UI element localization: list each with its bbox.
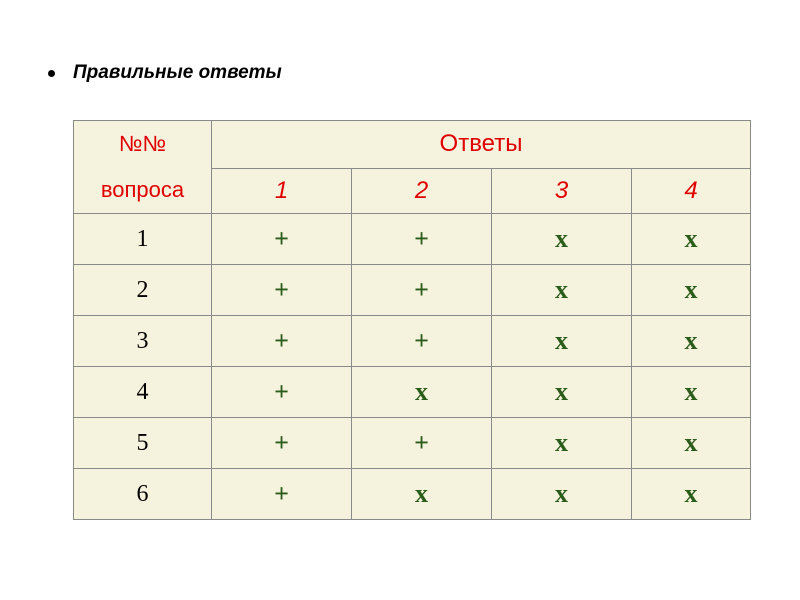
table-row: [74, 265, 751, 316]
question-number: 6: [74, 469, 212, 520]
table-row: [74, 367, 751, 418]
answer-mark: +: [352, 214, 492, 265]
question-number: 2: [74, 265, 212, 316]
answer-mark: x: [492, 469, 632, 520]
heading-line: [48, 62, 282, 84]
answer-mark: x: [632, 469, 751, 520]
question-number: 1: [74, 214, 212, 265]
question-number: 4: [74, 367, 212, 418]
answer-mark: x: [632, 265, 751, 316]
answer-mark: x: [632, 418, 751, 469]
answer-mark: +: [212, 469, 352, 520]
answer-mark: x: [632, 316, 751, 367]
answer-mark: +: [212, 214, 352, 265]
answer-mark: +: [212, 265, 352, 316]
question-number: 3: [74, 316, 212, 367]
answer-mark: x: [492, 214, 632, 265]
answer-mark: +: [352, 418, 492, 469]
answer-mark: +: [352, 265, 492, 316]
answer-mark: x: [492, 418, 632, 469]
bullet-icon: [48, 70, 55, 77]
table-row: [74, 469, 751, 520]
option-header-4: 4: [632, 168, 751, 214]
answer-mark: +: [212, 367, 352, 418]
answers-table: [73, 120, 751, 520]
page-title: Правильные ответы: [73, 62, 282, 83]
question-number: 5: [74, 418, 212, 469]
question-number-header: [74, 121, 212, 214]
question-number-header-line2: вопроса: [100, 177, 185, 202]
table-row: [74, 316, 751, 367]
answer-mark: x: [492, 265, 632, 316]
answer-mark: x: [352, 469, 492, 520]
option-header-3: 3: [492, 168, 632, 214]
answer-mark: x: [492, 367, 632, 418]
question-number-header-line1: №№: [118, 131, 167, 156]
answer-mark: x: [632, 214, 751, 265]
answer-mark: +: [212, 316, 352, 367]
answer-mark: +: [212, 418, 352, 469]
answer-mark: +: [352, 316, 492, 367]
option-header-2: 2: [352, 168, 492, 214]
table-row: [74, 418, 751, 469]
answer-mark: x: [632, 367, 751, 418]
answer-mark: x: [352, 367, 492, 418]
answers-header: Ответы: [212, 121, 751, 169]
option-header-1: 1: [212, 168, 352, 214]
header-row: [74, 121, 751, 169]
answer-mark: x: [492, 316, 632, 367]
table-row: [74, 214, 751, 265]
